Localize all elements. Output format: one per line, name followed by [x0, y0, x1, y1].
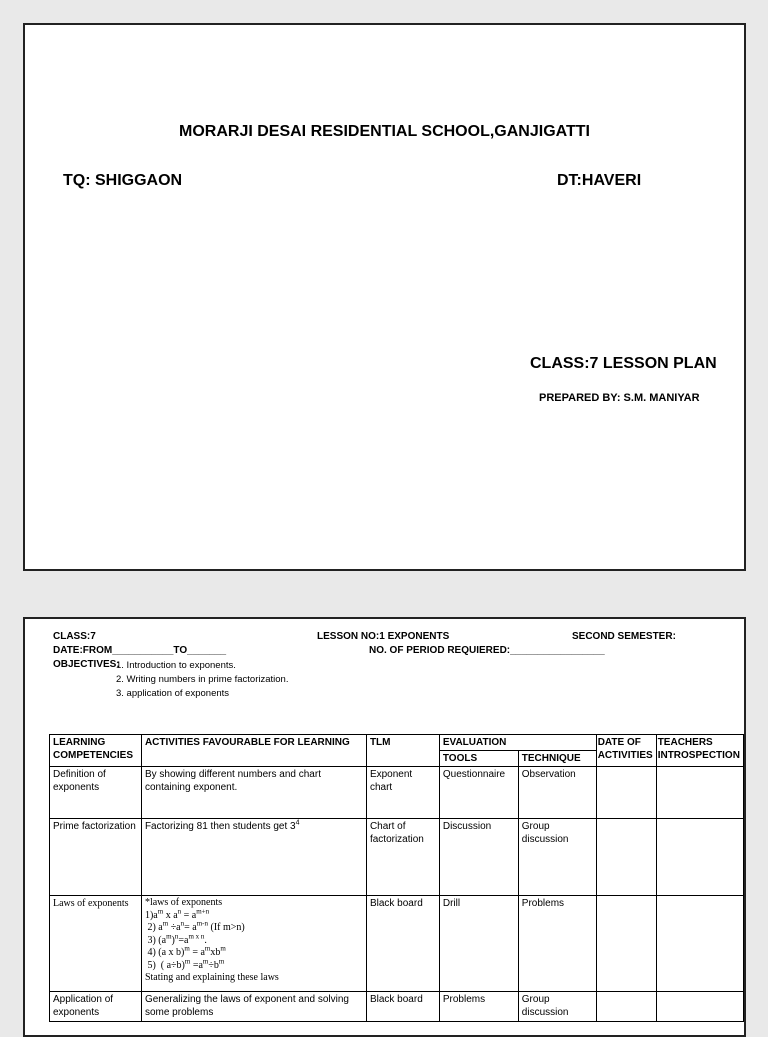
row-tlm: Black board [366, 896, 439, 992]
objective-3: 3. application of exponents [116, 688, 230, 699]
row-technique: Group discussion [518, 992, 596, 1022]
row-tools: Problems [439, 992, 518, 1022]
row-tlm: Exponent chart [366, 767, 439, 819]
row-competency: Application of exponents [50, 992, 142, 1022]
row-activity-laws [141, 896, 366, 992]
laws-summary: Stating and explaining these laws [144, 972, 279, 983]
header-evaluation: EVALUATION [439, 735, 596, 751]
objective-1: 1. Introduction to exponents. [116, 660, 236, 671]
row-activity: Factorizing 81 then students get $3^4$ [141, 819, 366, 896]
row-tlm: Black board [366, 992, 439, 1022]
row-tools: Discussion [439, 819, 518, 896]
header-activities: ACTIVITIES FAVOURABLE FOR LEARNING [141, 735, 366, 767]
objective-2: 2. Writing numbers in prime factorization. [116, 674, 289, 685]
header-technique: TECHNIQUE [518, 751, 596, 767]
lesson-plan-table [49, 734, 744, 1022]
table-row [50, 819, 744, 896]
plan-semester: SECOND SEMESTER: [572, 631, 676, 642]
plan-lesson: LESSON NO:1 EXPONENTS [317, 631, 450, 642]
prepared-by: PREPARED BY: S.M. MANIYAR [539, 392, 700, 404]
row-introspection [656, 896, 743, 992]
district: DT:HAVERI [557, 172, 642, 189]
table-row [50, 992, 744, 1022]
row-introspection [656, 767, 743, 819]
row-tools: Questionnaire [439, 767, 518, 819]
row-date [596, 819, 656, 896]
row-competency: Definition of exponents [50, 767, 142, 819]
table-row [50, 767, 744, 819]
objectives-label: OBJECTIVES: [53, 659, 120, 670]
row-activity: By showing different numbers and chart containing exponent. [141, 767, 366, 819]
header-teachers-introspection: TEACHERS INTROSPECTION [656, 735, 743, 767]
header-tools: TOOLS [439, 751, 518, 767]
row-technique: Observation [518, 767, 596, 819]
row-competency: Prime factorization [50, 819, 142, 896]
taluk: TQ: SHIGGAON [63, 172, 183, 189]
lesson-plan-page [23, 617, 746, 1037]
law-3: 3) $(a^m)^n=a^{m x n}$. [144, 932, 207, 946]
plan-date: DATE:FROM___________TO_______ [53, 645, 227, 656]
cover-page [23, 23, 746, 571]
plan-periods: NO. OF PERIOD REQUIERED:_________________ [369, 645, 605, 656]
school-name: MORARJI DESAI RESIDENTIAL SCHOOL,GANJIGATTI [179, 123, 590, 140]
law-4: 4) (a x $b)^m = a^mxb^m$ [144, 944, 226, 958]
row-tlm: Chart of factorization [366, 819, 439, 896]
header-competencies: LEARNING COMPETENCIES [50, 735, 142, 767]
row-date [596, 992, 656, 1022]
row-technique: Group discussion [518, 819, 596, 896]
row-tools: Drill [439, 896, 518, 992]
table-row [50, 896, 744, 992]
plan-class: CLASS:7 [53, 631, 96, 642]
row-date [596, 767, 656, 819]
row-introspection [656, 992, 743, 1022]
law-1: $1)a^m$ x $a^n = a^{m+n}$ [144, 907, 210, 921]
row-competency: Laws of exponents [50, 896, 142, 992]
class-lesson-plan-title: CLASS:7 LESSON PLAN [530, 355, 717, 372]
row-introspection [656, 819, 743, 896]
laws-title: *laws of exponents [144, 897, 223, 908]
law-2: 2) $a^m \div a^n= a^{m-n}$ (If m>n) [144, 919, 245, 933]
header-date-of-activities: DATE OF ACTIVITIES [596, 735, 656, 767]
law-5: 5) ( $a\div b)^m =a^m\div b^m$ [144, 957, 225, 971]
header-tlm: TLM [366, 735, 439, 767]
row-date [596, 896, 656, 992]
row-technique: Problems [518, 896, 596, 992]
row-activity: Generalizing the laws of exponent and solving some problems [141, 992, 366, 1022]
